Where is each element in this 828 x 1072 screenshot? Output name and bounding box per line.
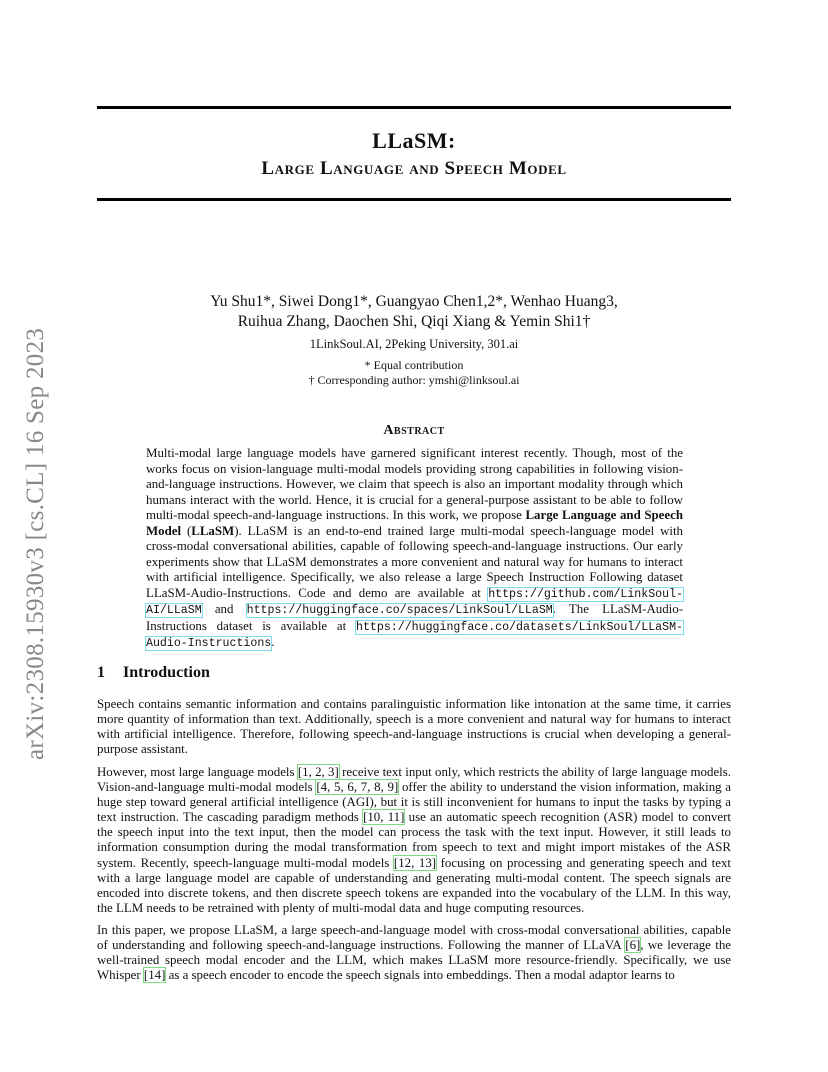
corresponding-author-note: † Corresponding author: ymshi@linksoul.ai [308,373,520,387]
abstract-and: and [201,602,247,616]
abstract-end: . [271,635,275,649]
p3-text-a: In this paper, we propose LLaSM, a large speech-and-language model with cross-modal conversational abilities, capable of understanding and following speech-and-language instructions. Following the manner of LLaVA [97,923,731,953]
authors-line2: Ruihua Zhang, Daochen Shi, Qiqi Xiang & Yemin Shi1† [237,313,591,330]
abstract-text-1: Multi-modal large language models have garnered significant interest recently. Though, most of the works focus on vision-language multi-modal models providing strong capabilities in following vision-and-language instructions. However, we claim that speech is also an important modality through which humans interact with the world. Hence, it is crucial for a general-purpose assistant to be able to follow multi-modal speech-and-language instructions. In this work, we propose [146,446,683,522]
p2-text-b: receive text input only, which restricts the ability of large language models. Vision-and-language multi-modal models [97,765,731,795]
abstract-acronym: LLaSM [191,523,235,538]
huggingface-demo-link[interactable]: https://huggingface.co/spaces/LinkSoul/LLaSM [246,604,553,617]
bottom-rule [97,198,731,201]
equal-contribution-note: * Equal contribution [364,358,464,372]
section-heading [97,664,210,682]
dataset-link[interactable]: https://huggingface.co/datasets/LinkSoul/LLaSM-Audio-Instructions [146,620,683,650]
paragraph-1: Speech contains semantic information and contains paralinguistic information like intonation at the same time, it carries more quantity of information than text. Additionally, speech is a more convenient and natural way for humans to interact with artificial intelligence. Therefore, following speech-and-language instructions is crucial when developing a general-purpose assistant. [97,697,731,757]
p2-text-a: However, most large language models [97,765,298,779]
abstract-acronym-expanded: Large Language and Speech Model [146,508,683,538]
abstract-body: Multi-modal large language models have garnered significant interest recently. Though, most of the works focus on vision-language multi-modal models providing strong capabilities in following vision-and-language instructions. However, we claim that speech is also an important modality through which humans interact with the world. Hence, it is crucial for a general-purpose assistant to be able to follow multi-modal speech-and-language instructions. In this work, we propose Large Language and Speech Model (LLaSM). LLaSM is an end-to-end trained large multi-modal speech-language model with cross-modal conversational abilities, capable of following speech-and-language instructions. Our early experiments show that LLaSM demonstrates a more convenient and natural way for humans to interact with artificial intelligence. Specifically, we also release a large Speech Instruction Following dataset LLaSM-Audio-Instructions. Code and demo are available at https://github.com/LinkSoul-AI/LLaSM and https://huggingface.co/spaces/LinkSoul/LLaSM. The LLaSM-Audio-Instructions dataset is available at https://huggingface.co/datasets/LinkSoul/LLaSM-Audio-Instructions. [146,446,683,650]
citation-link[interactable]: [6] [625,938,641,953]
paper-title-line1: LLaSM: [372,128,456,153]
p3-text-c: as a speech encoder to encode the speech signals into embeddings. Then a modal adaptor learns to [165,968,675,983]
abstract-heading: Abstract [383,423,445,438]
section-title: Introduction [123,664,210,681]
abstract-text-2: ). LLaSM is an end-to-end trained large multi-modal speech-language model with cross-modal conversational abilities, capable of following speech-and-language instructions. Our early experiments show that LLaSM demonstrates a more convenient and natural way for humans to interact with artificial intelligence. Specifically, we also release a large Speech Instruction Following dataset LLaSM-Audio-Instructions. Code and demo are available at [146,523,683,600]
citation-link[interactable]: [4, 5, 6, 7, 8, 9] [316,780,399,795]
abstract-text-3: . The LLaSM-Audio-Instructions dataset is available at [146,602,683,633]
section-number: 1 [97,664,105,681]
paragraph-3 [97,923,731,983]
affiliations: 1LinkSoul.AI, 2Peking University, 301.ai [309,337,519,351]
citation-link[interactable]: [12, 13] [393,855,437,870]
authors [0,292,828,332]
p2-text-d: use an automatic speech recognition (ASR) model to convert the speech input into the text input, then the model can process the task with the text input. However, it still leads to information consumption during the modal transformation from speech to text and might import mistakes of the ASR system. Recently, speech-language multi-modal models [97,810,731,870]
arxiv-identifier-text: arXiv:2308.15930v3 [cs.CL] 16 Sep 2023 [22,327,49,760]
authors-line1: Yu Shu1*, Siwei Dong1*, Guangyao Chen1,2*, Wenhao Huang3, [210,293,618,310]
top-rule [97,106,731,109]
paragraph-2 [97,765,731,916]
p3-text-b: , we leverage the well-trained speech modal encoder and the LLM, which makes LLaSM more resource-friendly. Specifically, we use Whisper [97,938,731,983]
citation-link[interactable]: [1, 2, 3] [297,765,339,779]
github-link[interactable]: https://github.com/LinkSoul-AI/LLaSM [146,587,683,617]
citation-link[interactable]: [10, 11] [363,810,405,825]
p2-text-c: offer the ability to understand the vision information, making a huge step toward general artificial intelligence (AGI), but it is still inconvenient for humans to input the tasks by typing a text instruction. The cascading paradigm methods [97,780,732,825]
p2-text-e: focusing on processing and generating speech and text with a large language model are capable of understanding and generating multi-modal content. The speech signals are encoded into discrete tokens, and then discrete speech tokens are expanded into the vocabulary of the LLM. In this way, the LLM needs to be retrained with plenty of multi-modal data and huge computing resources. [97,855,732,915]
citation-link[interactable]: [14] [143,968,166,983]
paper-title-line2: Large Language and Speech Model [261,158,567,179]
